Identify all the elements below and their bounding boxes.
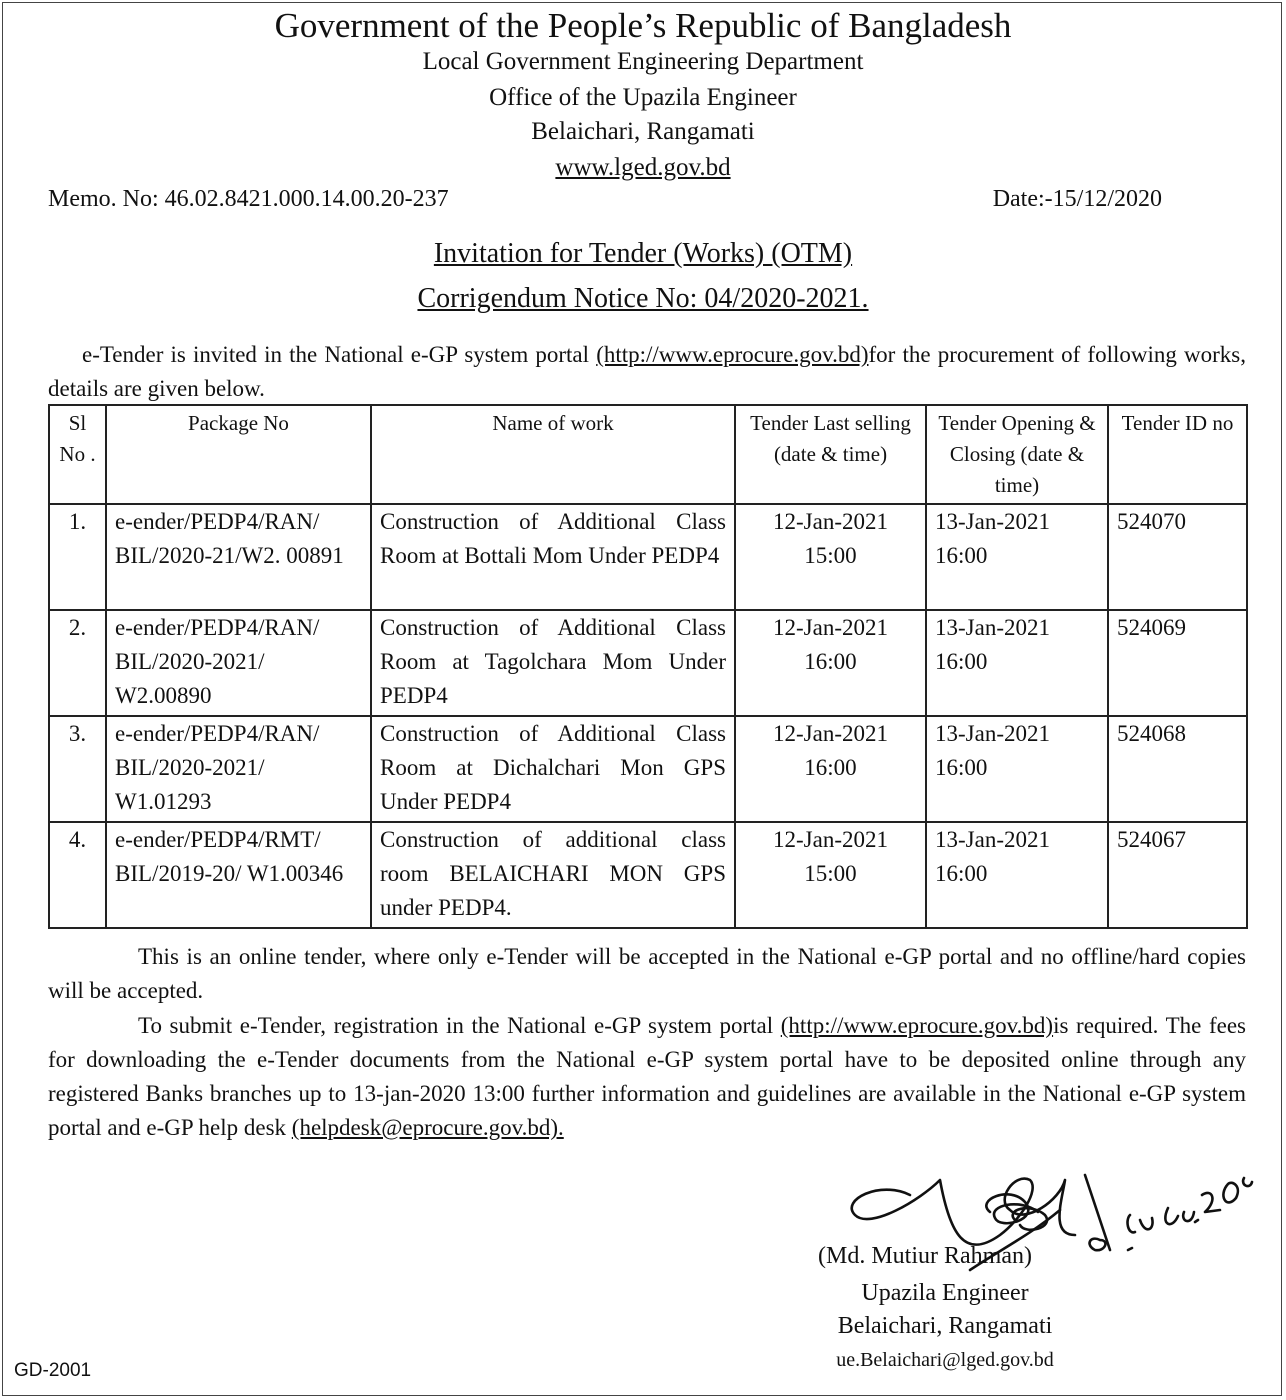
government-heading: Government of the People’s Republic of Bangladesh xyxy=(274,6,1012,45)
signatory-designation: Upazila Engineer xyxy=(861,1280,1029,1306)
col-header-work: Name of work xyxy=(371,405,735,504)
department-heading: Local Government Engineering Department xyxy=(422,48,864,75)
signatory-name: (Md. Mutiur Rahman) xyxy=(818,1243,1032,1269)
office-heading: Office of the Upazila Engineer xyxy=(489,84,797,111)
cell-opening: 13-Jan-2021 16:00 xyxy=(926,822,1108,928)
submission-paragraph xyxy=(48,1009,1246,1145)
cell-work: Construction of Additional Class Room at Bottali Mom Under PEDP4 xyxy=(371,504,735,610)
submit-text-before: To submit e-Tender, registration in the National e-GP system portal xyxy=(138,1013,781,1038)
table-row xyxy=(49,822,1247,928)
cell-sl: 1. xyxy=(49,504,106,610)
website-link[interactable]: www.lged.gov.bd xyxy=(555,154,731,181)
table-header-row xyxy=(49,405,1247,504)
corrigendum-number: Corrigendum Notice No: 04/2020-2021. xyxy=(417,283,869,314)
col-header-selling: Tender Last selling (date & time) xyxy=(735,405,926,504)
cell-selling: 12-Jan-2021 15:00 xyxy=(735,504,926,610)
col-header-opening: Tender Opening & Closing (date & time) xyxy=(926,405,1108,504)
cell-work: Construction of Additional Class Room at Dichalchari Mon GPS Under PEDP4 xyxy=(371,716,735,822)
intro-paragraph xyxy=(48,338,1246,406)
cell-selling: 12-Jan-2021 16:00 xyxy=(735,610,926,716)
cell-selling: 12-Jan-2021 16:00 xyxy=(735,716,926,822)
cell-work: Construction of Additional Class Room at Tagolchara Mom Under PEDP4 xyxy=(371,610,735,716)
signatory-location: Belaichari, Rangamati xyxy=(837,1313,1053,1339)
tender-table xyxy=(48,404,1248,929)
cell-opening: 13-Jan-2021 16:00 xyxy=(926,610,1108,716)
intro-text-after: for the procurement of following works, details are given below. xyxy=(48,342,1247,401)
helpdesk-email-link[interactable]: (helpdesk@eprocure.gov.bd). xyxy=(291,1115,564,1140)
table-row xyxy=(49,610,1247,716)
cell-opening: 13-Jan-2021 16:00 xyxy=(926,716,1108,822)
eprocure-link-2[interactable]: (http://www.eprocure.gov.bd) xyxy=(780,1013,1054,1038)
eprocure-link[interactable]: (http://www.eprocure.gov.bd) xyxy=(596,342,869,367)
col-header-sl: Sl No . xyxy=(49,405,106,504)
cell-tender-id: 524067 xyxy=(1108,822,1247,928)
cell-work: Construction of additional class room BELAICHARI MON GPS under PEDP4. xyxy=(371,822,735,928)
cell-tender-id: 524068 xyxy=(1108,716,1247,822)
intro-text-before: e-Tender is invited in the National e-GP system portal xyxy=(82,342,597,367)
cell-package: e-ender/PEDP4/RAN/ BIL/2020-2021/ W1.01293 xyxy=(106,716,371,822)
cell-selling: 12-Jan-2021 15:00 xyxy=(735,822,926,928)
notice-date: Date:-15/12/2020 xyxy=(992,186,1162,212)
col-header-package: Package No xyxy=(106,405,371,504)
document-code: GD-2001 xyxy=(14,1360,92,1381)
cell-sl: 4. xyxy=(49,822,106,928)
memo-number: Memo. No: 46.02.8421.000.14.00.20-237 xyxy=(48,186,449,212)
cell-tender-id: 524069 xyxy=(1108,610,1247,716)
cell-package: e-ender/PEDP4/RMT/ BIL/2019-20/ W1.00346 xyxy=(106,822,371,928)
online-tender-paragraph: This is an online tender, where only e-Tender will be accepted in the National e-GP portal and no offline/hard copies will be accepted. xyxy=(48,944,1246,1003)
cell-tender-id: 524070 xyxy=(1108,504,1247,610)
office-location: Belaichari, Rangamati xyxy=(531,118,755,145)
table-row xyxy=(49,716,1247,822)
cell-sl: 3. xyxy=(49,716,106,822)
cell-opening: 13-Jan-2021 16:00 xyxy=(926,504,1108,610)
table-row xyxy=(49,504,1247,610)
col-header-tender-id: Tender ID no xyxy=(1108,405,1247,504)
signatory-email[interactable]: ue.Belaichari@lged.gov.bd xyxy=(836,1349,1054,1371)
notice-title: Invitation for Tender (Works) (OTM) xyxy=(433,238,853,269)
cell-package: e-ender/PEDP4/RAN/ BIL/2020-2021/ W2.00890 xyxy=(106,610,371,716)
cell-package: e-ender/PEDP4/RAN/ BIL/2020-21/W2. 00891 xyxy=(106,504,371,610)
cell-sl: 2. xyxy=(49,610,106,716)
submit-text-middle: is required. The fees for downloading the e-Tender documents from the National e-GP system portal have to be deposited online through any registered Banks branches up to 13-jan-2020 13:00 further information and guidelines are available in the National e-GP system portal and e-GP help desk xyxy=(48,1013,1246,1140)
